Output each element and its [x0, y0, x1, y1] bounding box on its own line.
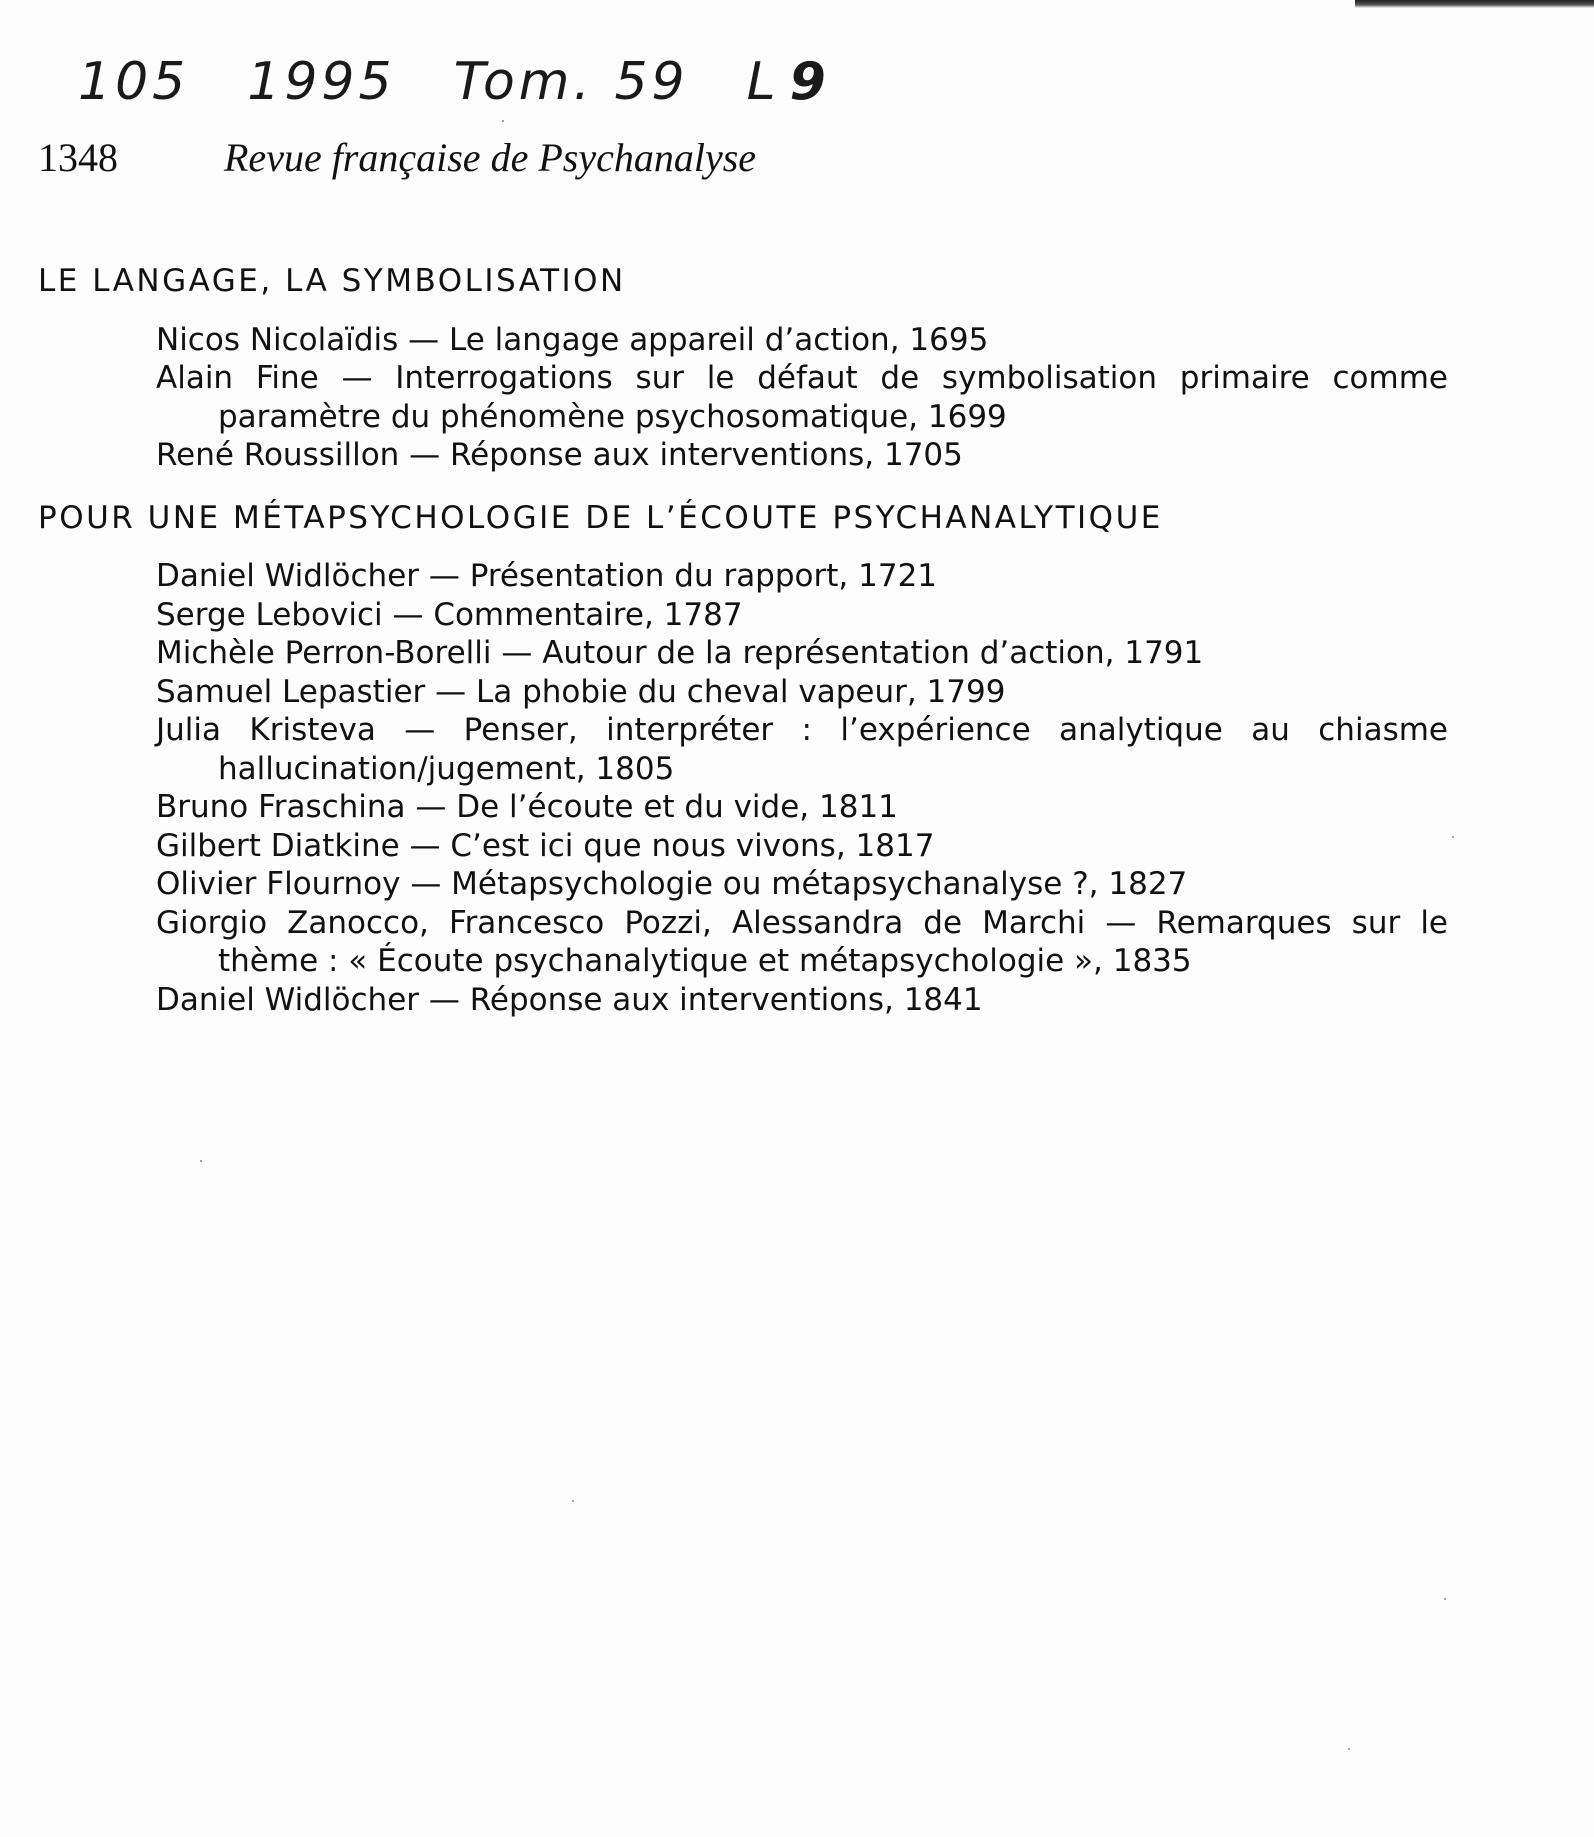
- toc-entry: René Roussillon — Réponse aux interventions, 1705: [156, 437, 963, 473]
- scan-speck: [1452, 836, 1454, 838]
- toc-entry: Alain Fine — Interrogations sur le défaut de symbolisation primaire comme paramètre du phénomène psychosomatique, 1699: [156, 360, 1448, 435]
- handwritten-annotation: [78, 52, 1078, 132]
- scan-speck: [200, 1160, 202, 1162]
- table-of-contents: [38, 262, 1558, 1043]
- scan-edge-shadow: [1355, 0, 1594, 8]
- journal-title: Revue française de Psychanalyse: [224, 135, 757, 180]
- toc-entry: Julia Kristeva — Penser, interpréter : l’expérience analytique au chiasme hallucination/jugement, 1805: [156, 712, 1448, 787]
- handwritten-year: 1995: [247, 52, 396, 112]
- toc-entry: Daniel Widlöcher — Présentation du rapport, 1721: [156, 558, 938, 594]
- section-title: POUR UNE MÉTAPSYCHOLOGIE DE L’ÉCOUTE PSYCHANALYTIQUE: [38, 499, 1163, 536]
- toc-entry: Michèle Perron-Borelli — Autour de la représentation d’action, 1791: [156, 635, 1204, 671]
- toc-entry: Serge Lebovici — Commentaire, 1787: [156, 596, 743, 633]
- toc-entry: Nicos Nicolaïdis — Le langage appareil d’action, 1695: [156, 321, 989, 358]
- scan-speck: [572, 1500, 574, 1502]
- scan-speck: [1444, 1598, 1446, 1600]
- running-header: [38, 134, 756, 181]
- toc-entry: Giorgio Zanocco, Francesco Pozzi, Alessandra de Marchi — Remarques sur le thème : « Écoute psychanalytique et métapsychologie », 1835: [156, 904, 1448, 979]
- toc-entry: Olivier Flournoy — Métapsychologie ou métapsychanalyse ?, 1827: [156, 866, 1188, 902]
- handwritten-letter: L: [746, 52, 780, 112]
- toc-entry: Gilbert Diatkine — C’est ici que nous vivons, 1817: [156, 827, 935, 864]
- toc-section: [38, 262, 1558, 475]
- toc-entry: Samuel Lepastier — La phobie du cheval vapeur, 1799: [156, 673, 1006, 710]
- page-number: 1348: [38, 135, 118, 180]
- section-title: LE LANGAGE, LA SYMBOLISATION: [38, 263, 626, 299]
- handwritten-mark: 9: [789, 52, 830, 112]
- scan-speck: [1348, 1748, 1350, 1750]
- handwritten-volume: Tom. 59: [453, 52, 689, 112]
- toc-entry: Daniel Widlöcher — Réponse aux interventions, 1841: [156, 981, 983, 1018]
- toc-section: [38, 499, 1558, 1020]
- handwritten-number: 105: [78, 52, 190, 112]
- entry-list: [38, 557, 1448, 1019]
- scan-speck: [502, 120, 504, 122]
- entry-list: [38, 321, 1448, 475]
- toc-entry: Bruno Fraschina — De l’écoute et du vide, 1811: [156, 789, 898, 825]
